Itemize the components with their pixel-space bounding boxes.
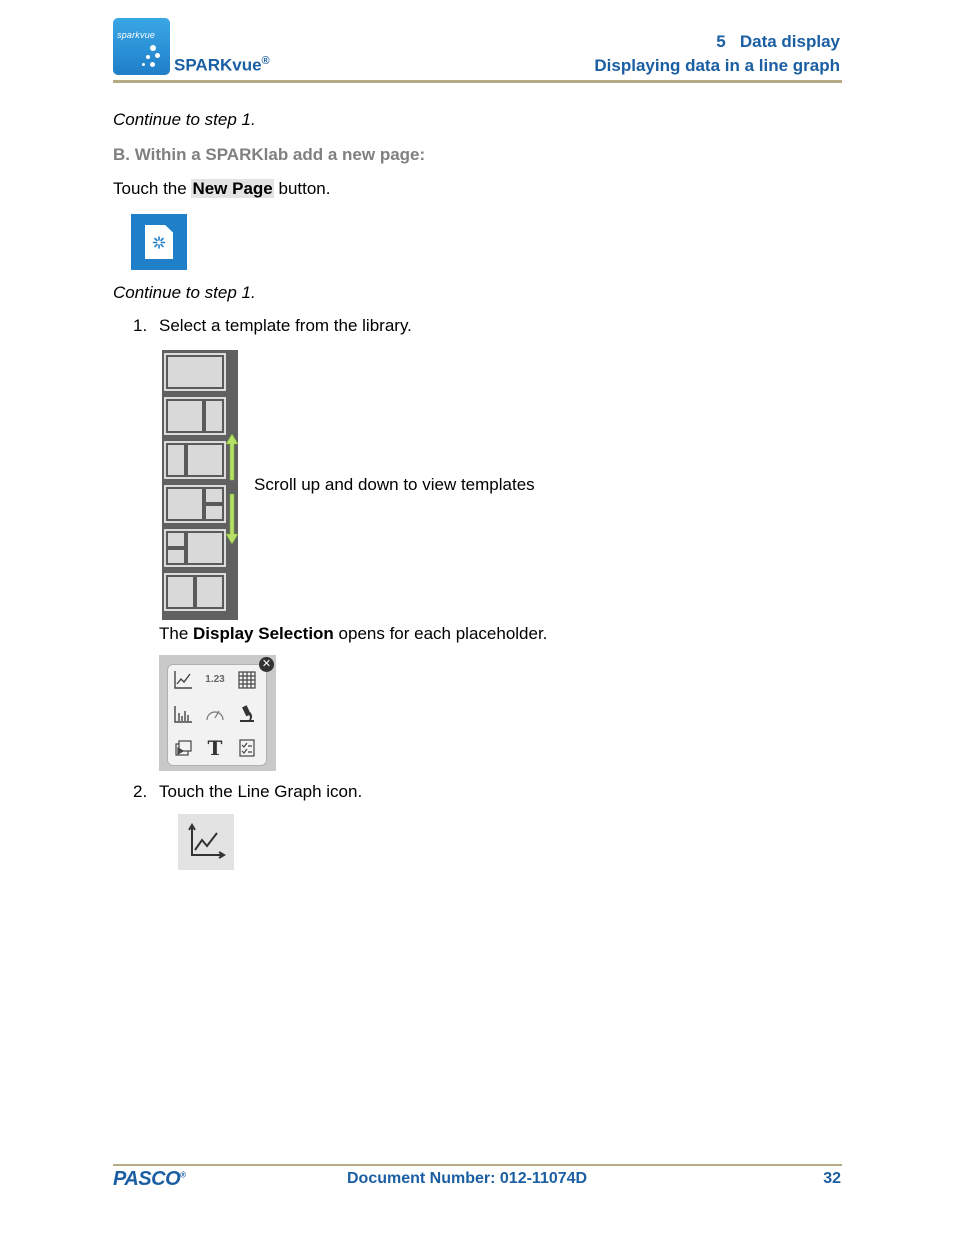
- instruction-new-page: Touch the New Page button.: [113, 179, 331, 198]
- line-graph-icon: [178, 814, 234, 870]
- subheading-b: B. Within a SPARKlab add a new page:: [113, 145, 426, 164]
- new-page-button[interactable]: [131, 214, 187, 270]
- page-number: 32: [823, 1170, 841, 1187]
- new-page-label: New Page: [192, 179, 273, 198]
- step-2-text: Touch the Line Graph icon.: [159, 782, 363, 801]
- table-icon[interactable]: [236, 669, 258, 691]
- footer-divider: [113, 1164, 842, 1166]
- digits-icon[interactable]: 1.23: [205, 674, 225, 685]
- step-2-number: 2.: [133, 782, 148, 801]
- continue-note-2: Continue to step 1.: [113, 283, 256, 302]
- sparkvue-logo: [113, 18, 170, 75]
- logo-dot: [146, 55, 150, 59]
- checklist-icon[interactable]: [236, 737, 258, 759]
- bar-graph-icon[interactable]: [172, 703, 194, 725]
- text-icon[interactable]: T: [207, 736, 223, 760]
- microscope-icon[interactable]: [236, 703, 258, 725]
- display-selection-panel: [159, 655, 276, 771]
- meter-icon[interactable]: [204, 703, 226, 725]
- template-single[interactable]: [164, 353, 226, 391]
- step-1-number: 1.: [133, 316, 148, 335]
- template-library[interactable]: [162, 350, 238, 620]
- movie-icon[interactable]: [172, 737, 194, 759]
- logo-dot: [150, 62, 155, 67]
- scroll-arrows-icon: [225, 434, 239, 544]
- document-number: Document Number: 012-11074D: [347, 1170, 588, 1187]
- header-section-title: Displaying data in a line graph: [594, 56, 840, 75]
- logo-dot: [150, 45, 156, 51]
- continue-note: Continue to step 1.: [113, 110, 256, 129]
- logo-wordmark: sparkvue: [117, 30, 156, 40]
- template-two-equal[interactable]: [164, 573, 226, 611]
- line-graph-icon[interactable]: [172, 669, 194, 691]
- logo-dot: [142, 63, 145, 66]
- header-divider: [113, 80, 842, 83]
- template-two-column-wide[interactable]: [164, 397, 226, 435]
- logo-dot: [155, 53, 160, 58]
- scroll-caption: Scroll up and down to view templates: [254, 475, 535, 494]
- display-selection-menu: [167, 664, 267, 766]
- header-chapter-title: 5 Data display: [716, 32, 840, 51]
- header-product-name: SPARKvue®: [174, 55, 270, 75]
- close-icon[interactable]: ✕: [259, 657, 274, 672]
- new-page-icon: [145, 225, 173, 259]
- line-graph-button[interactable]: [178, 814, 234, 870]
- display-selection-text: The Display Selection opens for each placeholder.: [159, 624, 548, 643]
- template-two-column-narrow[interactable]: [164, 441, 226, 479]
- pasco-logo: PASCO®: [113, 1168, 186, 1190]
- step-1-text: Select a template from the library.: [159, 316, 412, 335]
- template-three-left[interactable]: [164, 529, 226, 567]
- template-three-right[interactable]: [164, 485, 226, 523]
